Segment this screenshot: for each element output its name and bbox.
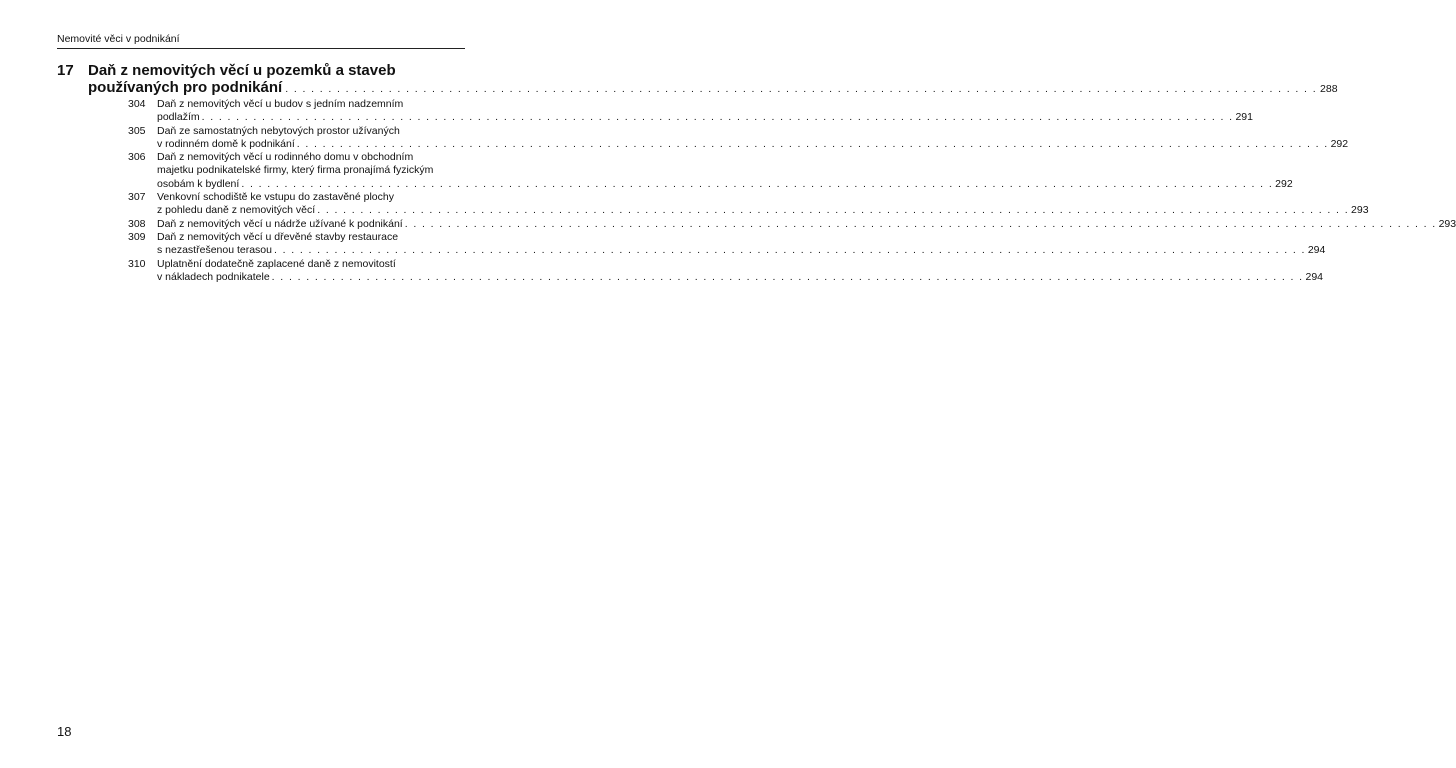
entry-last-line (157, 111, 1253, 124)
dot-leader: . . . . . . . . . . . . . . . . . . . . . . . . . . . . . . . . . . . . . . . . . . . . . . . . . . . . . . . . . . . . . . . . . . . . . . . . . . . . . . . . . . . . . . . . . . . . . . . . . . . . . . . . . . . . . . . . . . . . . . . . (404, 217, 1437, 230)
entry-title-line: Daň z nemovitých věcí u nádrže užívané k podnikání (157, 217, 403, 230)
entry-title-line: Daň z nemovitých věcí u budov s jedním nadzemním (157, 98, 404, 110)
entry-title-line: podlažím (157, 111, 200, 124)
dot-leader: . . . . . . . . . . . . . . . . . . . . . . . . . . . . . . . . . . . . . . . . . . . . . . . . . . . . . . . . . . . . . . . . . . . . . . . . . . . . . . . . . . . . . . . . . . . . . . . . . . . . . . . . . . . . . . . . . . . . . . . . (271, 270, 1304, 283)
chapter-title (88, 62, 1338, 98)
entry-page: 291 (1235, 111, 1253, 124)
entry-number: 309 (128, 230, 146, 243)
entry-title-line: majetku podnikatelské firmy, který firma pronajímá fyzickým (157, 164, 434, 177)
entry-title-line: Daň ze samostatných nebytových prostor užívaných (157, 124, 400, 137)
page-number: 18 (57, 724, 72, 739)
dot-leader: . . . . . . . . . . . . . . . . . . . . . . . . . . . . . . . . . . . . . . . . . . . . . . . . . . . . . . . . . . . . . . . . . . . . . . . . . . . . . . . . . . . . . . . . . . . . . . . . . . . . . . . . . . . . . . . . . . . . . . . . (317, 204, 1350, 217)
dot-leader: . . . . . . . . . . . . . . . . . . . . . . . . . . . . . . . . . . . . . . . . . . . . . . . . . . . . . . . . . . . . . . . . . . . . . . . . . . . . . . . . . . . . . . . . . . . . . . . . . . . . . . . . . . . . . . . . . . . . . . . . (285, 83, 1318, 95)
entry-last-line (157, 204, 1369, 217)
chapter-page: 288 (1320, 83, 1338, 95)
dot-leader: . . . . . . . . . . . . . . . . . . . . . . . . . . . . . . . . . . . . . . . . . . . . . . . . . . . . . . . . . . . . . . . . . . . . . . . . . . . . . . . . . . . . . . . . . . . . . . . . . . . . . . . . . . . . . . . . . . . . . . . . (241, 177, 1274, 190)
entry-last-line (157, 270, 1324, 284)
toc-entries (128, 98, 1456, 284)
dot-leader: . . . . . . . . . . . . . . . . . . . . . . . . . . . . . . . . . . . . . . . . . . . . . . . . . . . . . . . . . . . . . . . . . . . . . . . . . . . . . . . . . . . . . . . . . . . . . . . . . . . . . . . . . . . . . . . . . . . . . . . . (296, 137, 1329, 150)
entry-title-line: v rodinném domě k podnikání (157, 137, 295, 150)
toc-entry (128, 124, 1349, 152)
running-head: Nemovité věci v podnikání (57, 33, 180, 45)
entry-page: 294 (1305, 270, 1324, 283)
entry-page: 294 (1307, 244, 1326, 257)
entry-title-line: v nákladech podnikatele (157, 270, 270, 283)
dot-leader: . . . . . . . . . . . . . . . . . . . . . . . . . . . . . . . . . . . . . . . . . . . . . . . . . . . . . . . . . . . . . . . . . . . . . . . . . . . . . . . . . . . . . . . . . . . . . . . . . . . . . . . . . . . . . . . . . . . . . . . . (201, 111, 1234, 124)
toc-entry (128, 98, 1253, 125)
toc-entry (128, 151, 1293, 191)
chapter-title-line2: používaných pro podnikání (88, 79, 283, 96)
chapter-title-line2-row (88, 79, 1338, 98)
entry-last-line (157, 244, 1326, 257)
toc-entry (128, 217, 1456, 231)
header-rule (57, 48, 465, 49)
entry-number: 306 (128, 151, 146, 164)
entry-last-line (157, 137, 1349, 151)
dot-leader: . . . . . . . . . . . . . . . . . . . . . . . . . . . . . . . . . . . . . . . . . . . . . . . . . . . . . . . . . . . . . . . . . . . . . . . . . . . . . . . . . . . . . . . . . . . . . . . . . . . . . . . . . . . . . . . . . . . . . . . . (274, 244, 1306, 257)
entry-title-line: z pohledu daně z nemovitých věcí (157, 204, 316, 217)
entry-page: 292 (1275, 177, 1293, 190)
entry-last-line (157, 177, 1293, 191)
toc-entry (128, 257, 1324, 285)
chapter-number: 17 (57, 62, 74, 79)
entry-title-line: Venkovní schodiště ke vstupu do zastavěné plochy (157, 191, 394, 204)
entry-title-line: Daň z nemovitých věcí u rodinného domu v obchodním (157, 151, 414, 164)
entry-page: 293 (1351, 204, 1369, 217)
chapter-title-line1: Daň z nemovitých věcí u pozemků a staveb (88, 62, 396, 79)
toc-entry (128, 191, 1369, 218)
entry-page: 292 (1330, 137, 1349, 150)
entry-number: 308 (128, 217, 146, 230)
entry-title-line: osobám k bydlení (157, 177, 240, 190)
entry-last-line (157, 217, 1456, 231)
entry-number: 304 (128, 98, 146, 110)
entry-number: 310 (128, 257, 146, 270)
entry-number: 305 (128, 124, 146, 137)
entry-title-line: Uplatnění dodatečně zaplacené daně z nemovitostí (157, 257, 396, 270)
entry-page: 293 (1438, 217, 1456, 230)
entry-title-line: s nezastřešenou terasou (157, 244, 272, 257)
toc-entry (128, 230, 1326, 258)
entry-number: 307 (128, 191, 146, 204)
entry-title-line: Daň z nemovitých věcí u dřevěné stavby restaurace (157, 230, 399, 243)
